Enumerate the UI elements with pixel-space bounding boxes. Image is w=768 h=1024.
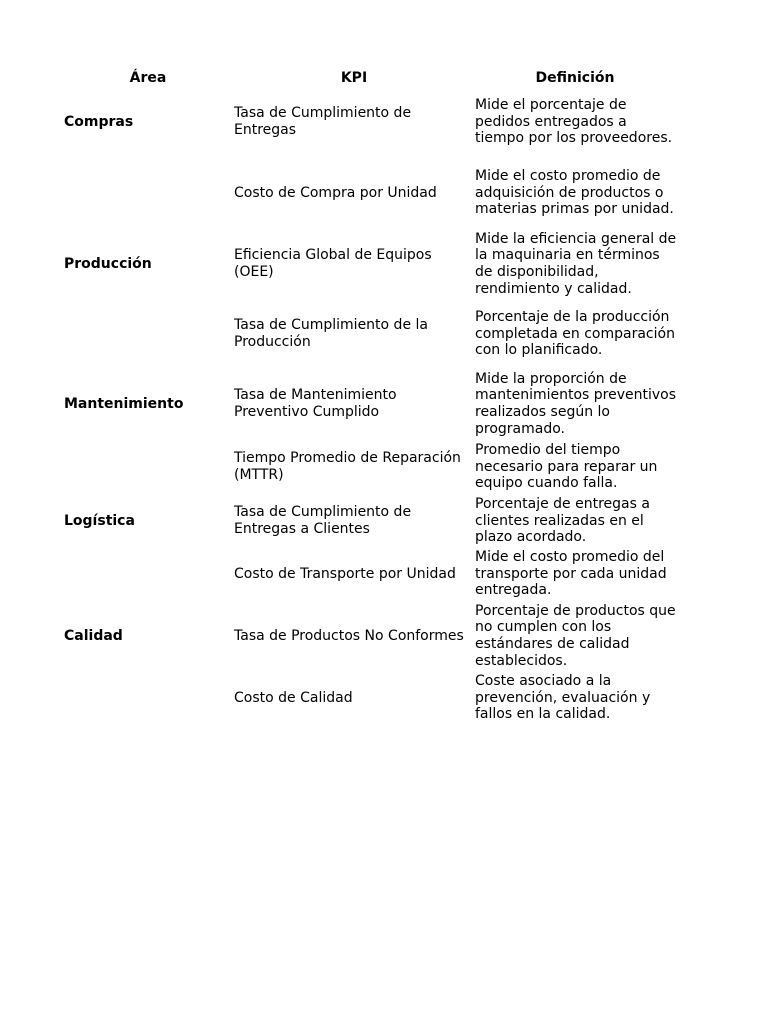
table-row <box>0 602 768 670</box>
area-cell: Mantenimiento <box>64 395 184 412</box>
kpi-cell: Costo de Compra por Unidad <box>234 184 437 201</box>
kpi-cell: Costo de Transporte por Unidad <box>234 565 456 582</box>
area-cell: Calidad <box>64 627 123 644</box>
area-cell: Logística <box>64 512 135 529</box>
table-row <box>0 96 768 148</box>
header-area: Área <box>129 70 167 86</box>
definition-cell: Porcentaje de entregas a clientes realizadas en el plazo acordado. <box>475 496 650 546</box>
definition-cell: Porcentaje de la producción completada en comparación con lo planificado. <box>475 309 675 359</box>
kpi-cell: Tiempo Promedio de Reparación (MTTR) <box>234 450 461 483</box>
table-row <box>0 495 768 547</box>
table-row <box>0 548 768 600</box>
definition-cell: Mide el costo promedio del transporte por cada unidad entregada. <box>475 549 667 599</box>
definition-cell: Promedio del tiempo necesario para reparar un equipo cuando falla. <box>475 442 658 492</box>
header-kpi: KPI <box>340 70 368 86</box>
kpi-cell: Costo de Calidad <box>234 689 353 706</box>
table-row <box>0 370 768 438</box>
area-cell: Compras <box>64 113 134 130</box>
kpi-cell: Eficiencia Global de Equipos (OEE) <box>234 247 432 280</box>
definition-cell: Mide el porcentaje de pedidos entregados a tiempo por los proveedores. <box>475 97 673 147</box>
kpi-cell: Tasa de Mantenimiento Preventivo Cumplido <box>234 387 397 420</box>
table-row <box>0 230 768 298</box>
definition-cell: Mide la eficiencia general de la maquinaria en términos de disponibilidad, rendimiento y calidad. <box>475 230 677 297</box>
table-row <box>0 166 768 220</box>
area-cell: Producción <box>64 255 152 272</box>
kpi-cell: Tasa de Cumplimiento de Entregas a Clientes <box>234 504 412 537</box>
header-definition: Definición <box>535 70 615 86</box>
definition-cell: Mide la proporción de mantenimientos preventivos realizados según lo programado. <box>475 370 677 437</box>
kpi-cell: Tasa de Cumplimiento de Entregas <box>234 105 412 138</box>
definition-cell: Mide el costo promedio de adquisición de productos o materias primas por unidad. <box>475 168 674 218</box>
table-row <box>0 672 768 724</box>
definition-cell: Coste asociado a la prevención, evaluación y fallos en la calidad. <box>475 673 651 723</box>
table-row <box>0 308 768 360</box>
definition-cell: Porcentaje de productos que no cumplen con los estándares de calidad establecidos. <box>475 602 676 669</box>
kpi-cell: Tasa de Productos No Conformes <box>234 627 464 644</box>
table-row <box>0 441 768 493</box>
kpi-cell: Tasa de Cumplimiento de la Producción <box>234 317 428 350</box>
